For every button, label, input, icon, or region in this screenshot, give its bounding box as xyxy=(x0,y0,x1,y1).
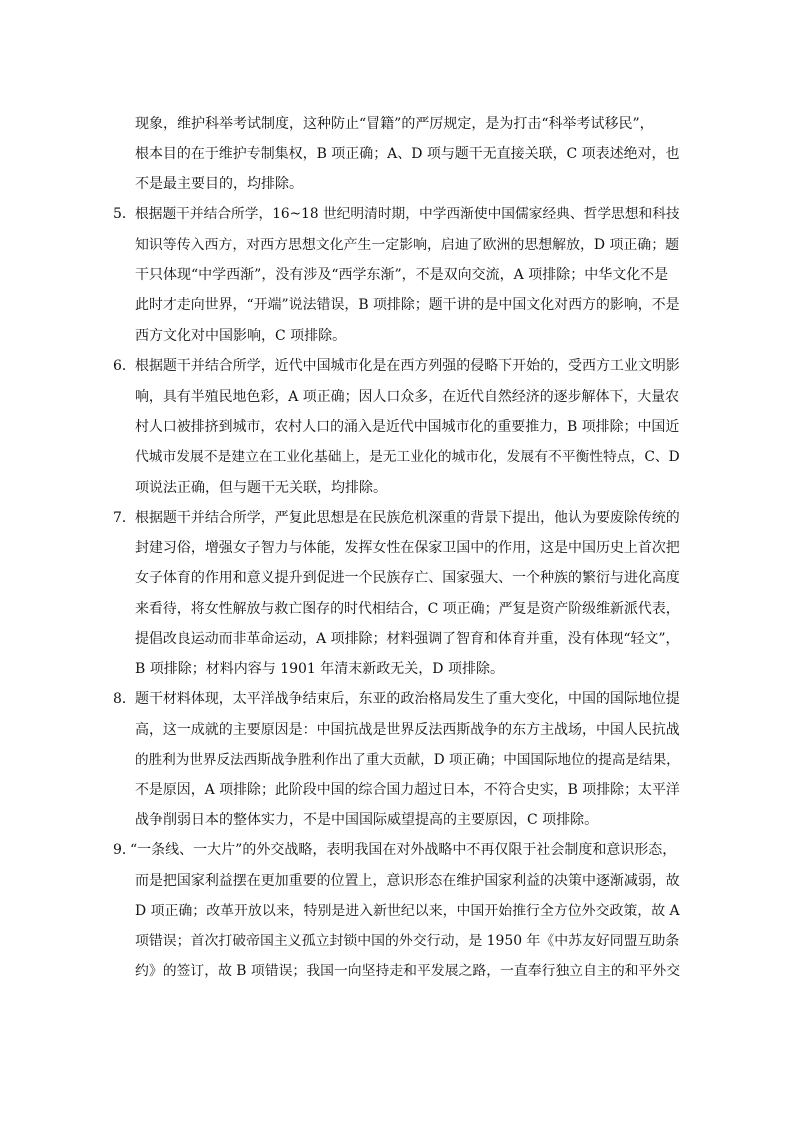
text-line: 村人口被排挤到城市，农村人口的涌入是近代中国城市化的重要推力，B 项排除；中国近 xyxy=(135,419,680,435)
text-line: 根据题干并结合所学，严复此思想是在民族危机深重的背景下提出，他认为要废除传统的 xyxy=(135,510,680,526)
answer-number: 7． xyxy=(113,510,136,526)
text-line: 约》的签订，故 B 项错误；我国一向坚持走和平发展之路，一直奉行独立自主的和平外交 xyxy=(135,963,681,979)
text-line: 干只体现“中学西渐”，没有涉及“西学东渐”，不是双向交流，A 项排除；中华文化不是 xyxy=(135,267,669,283)
text-line: 项错误；首次打破帝国主义孤立封锁中国的外交行动，是 1950 年《中苏友好同盟互助条 xyxy=(135,933,680,949)
text-line: 响，具有半殖民地色彩，A 项正确；因人口众多，在近代自然经济的逐步解体下，大量农 xyxy=(135,389,680,405)
text-line: 不是原因，A 项排除；此阶段中国的综合国力超过日本，不符合史实，B 项排除；太平洋 xyxy=(135,782,680,798)
text-line: 女子体育的作用和意义提升到促进一个民族存亡、国家强大、一个种族的繁衍与进化高度 xyxy=(135,570,680,586)
text-line: 来看待，将女性解放与救亡图存的时代相结合，C 项正确；严复是资产阶级维新派代表， xyxy=(135,601,680,617)
text-line: 提倡改良运动而非革命运动，A 项排除；材料强调了智育和体育并重，没有体现“轻文”， xyxy=(135,631,680,647)
text-line: 此时才走向世界，“开端”说法错误，B 项排除；题干讲的是中国文化对西方的影响，不是 xyxy=(135,297,680,313)
text-line: 而是把国家利益摆在更加重要的位置上，意识形态在维护国家利益的决策中逐渐减弱，故 xyxy=(135,873,680,889)
answer-number: 8． xyxy=(113,691,136,707)
text-line: 西方文化对中国影响，C 项排除。 xyxy=(135,328,347,344)
text-line: 根本目的在于维护专制集权，B 项正确；A、D 项与题干无直接关联，C 项表述绝对，也 xyxy=(135,146,680,162)
text-line: 高，这一成就的主要原因是：中国抗战是世界反法西斯战争的东方主战场，中国人民抗战 xyxy=(135,722,680,738)
text-line: 战争削弱日本的整体实力，不是中国国际威望提高的主要原因，C 项排除。 xyxy=(135,812,599,828)
text-line: 项说法正确，但与题干无关联，均排除。 xyxy=(135,480,387,496)
text-line: “一条线、一大片”的外交战略，表明我国在对外战略中不再仅限于社会制度和意识形态， xyxy=(130,842,677,858)
answer-number: 5． xyxy=(113,206,136,222)
text-line: 题干材料体现，太平洋战争结束后，东亚的政治格局发生了重大变化，中国的国际地位提 xyxy=(135,691,680,707)
text-line: D 项正确；改革开放以来，特别是进入新世纪以来，中国开始推行全方位外交政策，故 A xyxy=(135,903,680,919)
text-line: 的胜利为世界反法西斯战争胜利作出了重大贡献，D 项正确；中国国际地位的提高是结果， xyxy=(135,752,680,768)
answer-number: 9． xyxy=(113,842,136,858)
text-line: 知识等传入西方，对西方思想文化产生一定影响，启迪了欧洲的思想解放，D 项正确；题 xyxy=(135,237,680,253)
text-line: 根据题干并结合所学，近代中国城市化是在西方列强的侵略下开始的，受西方工业文明影 xyxy=(135,358,680,374)
text-line: B 项排除；材料内容与 1901 年清末新政无关，D 项排除。 xyxy=(135,661,504,677)
answer-number: 6． xyxy=(113,358,136,374)
text-line: 封建习俗，增强女子智力与体能，发挥女性在保家卫国中的作用，这是中国历史上首次把 xyxy=(135,540,680,556)
text-line: 不是最主要目的，均排除。 xyxy=(135,176,303,192)
text-line: 根据题干并结合所学，16~18 世纪明清时期，中学西渐使中国儒家经典、哲学思想和科技 xyxy=(135,206,680,222)
text-line: 代城市发展不是建立在工业化基础上，是无工业化的城市化，发展有不平衡性特点，C、D xyxy=(135,449,680,465)
text-line: 现象，维护科举考试制度，这种防止“冒籍”的严厉规定，是为打击“科举考试移民”， xyxy=(135,116,654,132)
